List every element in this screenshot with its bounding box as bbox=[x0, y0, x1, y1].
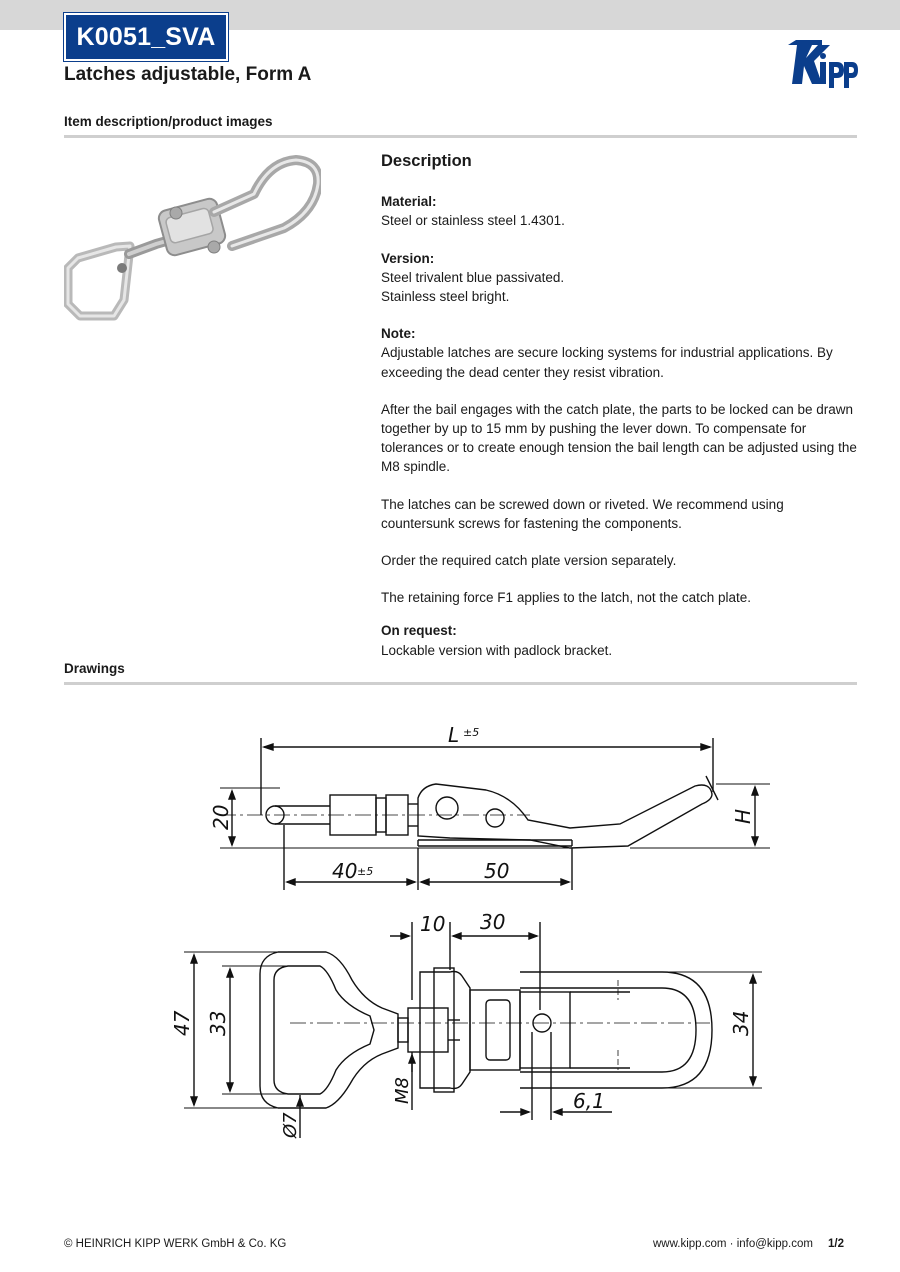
dim-33-label: 33 bbox=[206, 1010, 230, 1036]
description-heading: Description bbox=[381, 152, 472, 170]
dim-10-label: 10 bbox=[420, 912, 446, 936]
dim-40-label: 40 bbox=[332, 859, 358, 883]
note-paragraph-5: The retaining force F1 applies to the latch, not the catch plate. bbox=[381, 590, 751, 606]
dim-l-label: L bbox=[448, 723, 460, 747]
section-heading-drawings: Drawings bbox=[64, 661, 125, 676]
note-paragraph-1: Adjustable latches are secure locking systems for industrial applications. By exceeding the dead center they resist vibration. bbox=[381, 345, 833, 380]
dim-47-label: 47 bbox=[170, 1010, 194, 1036]
dim-50-label: 50 bbox=[484, 859, 510, 883]
section-heading-item-description: Item description/product images bbox=[64, 114, 273, 129]
dim-d7-label: Ø7 bbox=[280, 1112, 301, 1138]
dim-61-label: 6,1 bbox=[573, 1089, 605, 1113]
material-label: Material: bbox=[381, 194, 437, 210]
material-text: Steel or stainless steel 1.4301. bbox=[381, 213, 565, 229]
product-photo bbox=[64, 150, 321, 322]
page-number: 1/2 bbox=[828, 1238, 844, 1250]
dim-h-label: H bbox=[731, 808, 755, 824]
page-title: Latches adjustable, Form A bbox=[64, 64, 312, 85]
dim-20-label: 20 bbox=[209, 804, 233, 830]
description-block bbox=[381, 152, 857, 678]
dim-m8-label: M8 bbox=[392, 1077, 413, 1104]
dim-l-tolerance: ±5 bbox=[463, 726, 480, 739]
product-code-badge: K0051_SVA bbox=[64, 13, 228, 61]
section-divider bbox=[64, 135, 857, 138]
version-line-1: Steel trivalent blue passivated. bbox=[381, 269, 565, 285]
note-paragraph-2: After the bail engages with the catch plate, the parts to be locked can be drawn together by up to 15 mm by pushing the lever down. To compensate for tolerances or to create enough tension the bail length can be adjusted using the M8 spindle. bbox=[381, 401, 857, 475]
technical-drawing bbox=[150, 700, 830, 1170]
dim-30-label: 30 bbox=[480, 910, 506, 934]
version-line-2: Stainless steel bright. bbox=[381, 289, 510, 305]
footer-copyright: © HEINRICH KIPP WERK GmbH & Co. KG bbox=[64, 1238, 287, 1250]
dim-34-label: 34 bbox=[729, 1010, 753, 1036]
kipp-logo bbox=[784, 36, 858, 92]
footer-contact[interactable]: www.kipp.com · info@kipp.com bbox=[653, 1238, 813, 1250]
note-label: Note: bbox=[381, 326, 416, 342]
note-paragraph-3: The latches can be screwed down or riveted. We recommend using countersunk screws for fastening the components. bbox=[381, 496, 784, 531]
dim-40-tolerance: ±5 bbox=[357, 865, 374, 878]
version-label: Version: bbox=[381, 250, 435, 266]
section-divider bbox=[64, 682, 857, 685]
on-request-label: On request: bbox=[381, 623, 457, 639]
on-request-text: Lockable version with padlock bracket. bbox=[381, 642, 613, 658]
note-paragraph-4: Order the required catch plate version separately. bbox=[381, 553, 677, 569]
logo-text: Kipp bbox=[784, 36, 787, 37]
